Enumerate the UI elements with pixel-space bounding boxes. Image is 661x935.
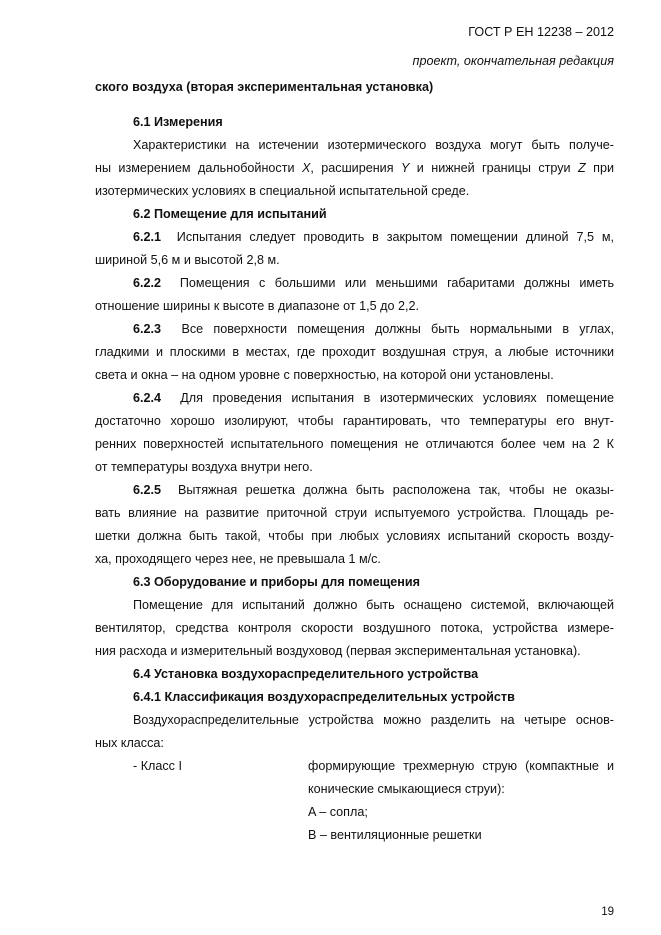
- clause-number: 6.2.3: [133, 322, 162, 336]
- paragraph-line: Помещение для испытаний должно быть оснащено системой, включающей: [133, 598, 614, 612]
- page-number: 19: [601, 906, 614, 918]
- intro-tail: ского воздуха (вторая экспериментальная установка): [95, 80, 434, 94]
- class-description: конические смыкающиеся струи):: [308, 782, 505, 796]
- paragraph-line: шетки должна быть такой, чтобы при любых условиях испытаний скорость возду-: [95, 529, 614, 543]
- paragraph-line: Воздухораспределительные устройства можно разделить на четыре основ-: [133, 713, 614, 727]
- class-subitem-text: A – сопла;: [308, 805, 368, 819]
- class-item: [95, 757, 614, 780]
- class-item-continued: [95, 780, 614, 803]
- clause-number: 6.2.2: [133, 276, 162, 290]
- paragraph-line: вать влияние на развитие приточной струи испытуемого устройства. Площадь ре-: [95, 506, 614, 520]
- paragraph-line: ренних поверхностей испытательного помещения не отличаются более чем на 2 К: [95, 437, 614, 451]
- paragraph-line: от температуры воздуха внутри него.: [95, 460, 313, 474]
- class-subitem: [95, 803, 614, 826]
- class-label: - Класс I: [133, 759, 182, 773]
- paragraph-line: ния расхода и измерительный воздуховод (первая экспериментальная установка).: [95, 644, 581, 658]
- paragraph-line: [95, 274, 614, 297]
- document-status: проект, окончательная редакция: [412, 54, 614, 68]
- clause-text: Испытания следует проводить в закрытом помещении длиной 7,5 м,: [176, 230, 614, 244]
- paragraph-line: гладкими и плоскими в местах, где проходит воздушная струя, а любые источники: [95, 345, 614, 359]
- class-subitem-text: B – вентиляционные решетки: [308, 828, 482, 842]
- paragraph-line: [95, 389, 614, 412]
- line-part: ны измерением дальнобойности X, расширения Y и нижней границы струи Z при: [95, 161, 614, 175]
- paragraph-line: [95, 228, 614, 251]
- clause-text: Все поверхности помещения должны быть нормальными в углах,: [181, 322, 614, 336]
- document-code: ГОСТ Р ЕН 12238 – 2012: [468, 25, 614, 39]
- paragraph-line: ха, проходящего через нее, не превышала 1 м/с.: [95, 552, 381, 566]
- paragraph-line: изотермических условиях в специальной испытательной среде.: [95, 184, 470, 198]
- class-description: формирующие трехмерную струю (компактные и: [308, 759, 614, 773]
- paragraph-line: [95, 320, 614, 343]
- paragraph-line: достаточно хорошо изолируют, чтобы гарантировать, что температуры его внут-: [95, 414, 614, 428]
- paragraph-line: вентилятор, средства контроля скорости воздушного потока, устройства измере-: [95, 621, 614, 635]
- paragraph-line: [95, 481, 614, 504]
- paragraph-line: ных класса:: [95, 736, 164, 750]
- paragraph-line: шириной 5,6 м и высотой 2,8 м.: [95, 253, 280, 267]
- section-6-3-title: 6.3 Оборудование и приборы для помещения: [133, 575, 420, 589]
- section-6-4-1-title: 6.4.1 Классификация воздухораспределительных устройств: [133, 690, 515, 704]
- paragraph-line: Характеристики на истечении изотермического воздуха могут быть получе-: [133, 138, 614, 152]
- clause-number: 6.2.4: [133, 391, 162, 405]
- paragraph-line: света и окна – на одном уровне с поверхностью, на которой они установлены.: [95, 368, 554, 382]
- section-6-4-title: 6.4 Установка воздухораспределительного устройства: [133, 667, 479, 681]
- section-6-1-title: 6.1 Измерения: [133, 115, 223, 129]
- class-subitem: [95, 826, 614, 849]
- clause-text: Вытяжная решетка должна быть расположена так, чтобы не оказы-: [177, 483, 614, 497]
- clause-number: 6.2.1: [133, 230, 162, 244]
- document-body: [95, 78, 614, 849]
- clause-text: Для проведения испытания в изотермических условиях помещение: [180, 391, 614, 405]
- clause-number: 6.2.5: [133, 483, 162, 497]
- clause-text: Помещения с большими или меньшими габаритами должны иметь: [179, 276, 614, 290]
- section-6-2-title: 6.2 Помещение для испытаний: [133, 207, 327, 221]
- paragraph-line: отношение ширины к высоте в диапазоне от 1,5 до 2,2.: [95, 299, 419, 313]
- paragraph-line: [95, 159, 614, 182]
